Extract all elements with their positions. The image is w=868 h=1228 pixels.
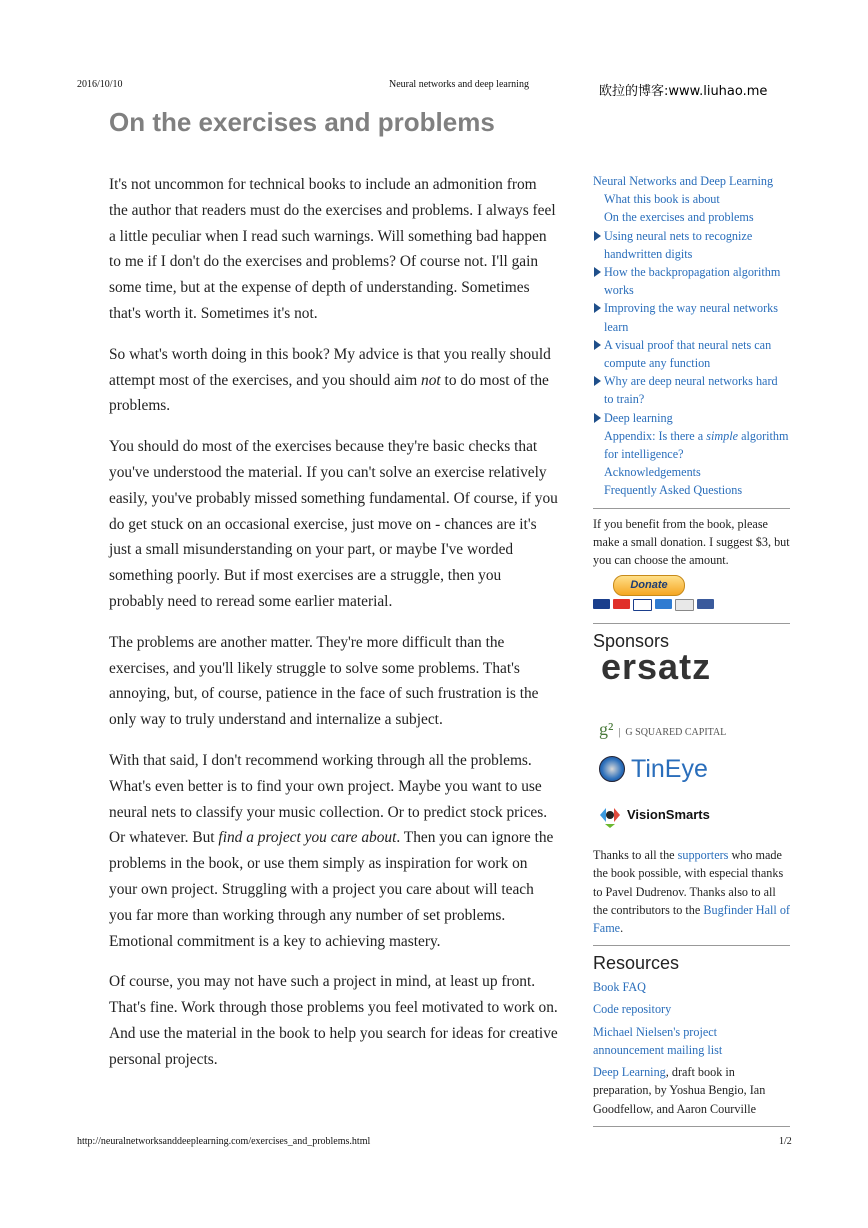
watermark-text: 欧拉的博客:www.liuhao.me — [599, 84, 768, 99]
toc-chapter-3-link[interactable]: Improving the way neural networks learn — [604, 301, 778, 334]
main-content — [109, 172, 559, 1088]
donate-button[interactable]: Donate — [613, 575, 685, 596]
toc-chapter-1-link[interactable]: Using neural nets to recognize handwritten digits — [604, 228, 753, 261]
code-repository-link[interactable]: Code repository — [593, 1002, 672, 1017]
divider — [593, 508, 790, 509]
paragraph: The problems are another matter. They're more difficult than the exercises, and you'll likely struggle to solve some problems. That's annoying, but, of course, patience in the face of such frustration is the only way to truly understand and internalize a subject. — [109, 633, 539, 729]
tineye-robot-icon — [599, 756, 625, 782]
toc-chapter-6-link[interactable]: Deep learning — [604, 410, 673, 425]
card-icon — [633, 599, 652, 611]
toc-acknowledgements-link[interactable]: Acknowledgements — [604, 465, 701, 480]
deep-learning-book-link[interactable]: Deep Learning — [593, 1065, 666, 1080]
emphasis: not — [421, 371, 441, 389]
expand-triangle-icon[interactable] — [594, 267, 601, 277]
card-icon — [655, 599, 672, 609]
sponsors-heading: Sponsors — [593, 631, 670, 652]
payment-cards — [593, 599, 714, 611]
divider — [593, 623, 790, 624]
supporters-link[interactable]: supporters — [677, 848, 729, 863]
sponsor-visionsmarts[interactable] — [593, 796, 790, 842]
paragraph: With that said, I don't recommend working through all the problems. What's even better is to find your own project. Maybe you want to use neural nets to classify your music collection. Or to predict stock prices. Or whatever. But find a project you care about. Then you can ignore the problems in the book, or use them simply as inspiration for work on your own project. Struggling with a project you care about will teach you far more than working through any number of set problems. Emotional commitment is a key to achieving mastery. — [109, 751, 554, 950]
sponsor-ersatz[interactable] — [593, 646, 790, 706]
page-number: 1/2 — [779, 1136, 792, 1147]
visionsmarts-logo: VisionSmarts — [597, 802, 710, 828]
divider — [593, 945, 790, 946]
sidebar — [593, 172, 790, 1133]
resources-list — [593, 978, 790, 1117]
paragraph: You should do most of the exercises because they're basic checks that you've understood the material. If you can't solve an exercise relatively easily, you've probably missed something fundamental. Of course, if you do get stuck on an occasional exercise, just move on - chances are it's just a small misunderstanding on your part, or maybe I've worded something poorly. But if most exercises are a struggle, then you probably need to reread some earlier material. — [109, 438, 558, 610]
book-faq-link[interactable]: Book FAQ — [593, 980, 646, 995]
expand-triangle-icon[interactable] — [594, 231, 601, 241]
emphasis: find a project you care about — [218, 829, 397, 847]
toc-appendix-link[interactable]: Appendix: Is there a simple algorithm for intelligence? — [604, 428, 789, 462]
paragraph: So what's worth doing in this book? My advice is that you really should attempt most of the exercises, and you should aim not to do most of the problems. — [109, 345, 551, 415]
g2-logo: g² | G SQUARED CAPITAL — [599, 719, 727, 740]
page-title: On the exercises and problems — [109, 107, 495, 137]
toc-book-link[interactable]: Neural Networks and Deep Learning — [593, 174, 774, 188]
mailing-list-link[interactable]: Michael Nielsen's project announcement mailing list — [593, 1024, 723, 1057]
expand-triangle-icon[interactable] — [594, 413, 601, 423]
toc-chapter-5-link[interactable]: Why are deep neural networks hard to train? — [604, 374, 778, 407]
resources-heading: Resources — [593, 953, 680, 974]
deep-learning-description: , draft book in preparation, by Yoshua Bengio, Ian Goodfellow, and Aaron Courville — [593, 1065, 766, 1116]
toc-exercises-link[interactable]: On the exercises and problems — [604, 210, 754, 225]
tineye-logo: TinEye — [599, 756, 708, 782]
footer-url: http://neuralnetworksanddeeplearning.com/exercises_and_problems.html — [77, 1136, 371, 1147]
card-icon — [675, 599, 694, 611]
expand-triangle-icon[interactable] — [594, 340, 601, 350]
card-icon — [593, 599, 610, 609]
sponsor-g2[interactable] — [593, 706, 790, 750]
toc-faq-link[interactable]: Frequently Asked Questions — [604, 483, 743, 498]
paragraph: It's not uncommon for technical books to include an admonition from the author that readers must do the exercises and problems. I always feel a little peculiar when I read such warnings. Will something bad happen to me if I don't do the exercises and problems? Of course not. I'll gain some time, but at the expense of depth of understanding. Sometimes that's worth it. Sometimes it's not. — [109, 176, 556, 322]
ersatz-logo: ersatz — [601, 646, 712, 688]
divider — [593, 1126, 790, 1127]
toc-chapter-2-link[interactable]: How the backpropagation algorithm works — [604, 265, 781, 298]
paragraph: Of course, you may not have such a project in mind, at least up front. That's fine. Work through those problems you feel motivated to work on. And use the material in the book to help you search for ideas for creative personal projects. — [109, 973, 558, 1068]
visionsmarts-eye-icon — [597, 802, 623, 828]
bugfinder-link[interactable]: Bugfinder Hall of Fame — [593, 902, 790, 936]
card-icon — [697, 599, 714, 609]
donate-widget — [593, 575, 790, 615]
table-of-contents — [593, 172, 790, 500]
expand-triangle-icon[interactable] — [594, 303, 601, 313]
print-title: Neural networks and deep learning — [389, 79, 529, 90]
donation-text: If you benefit from the book, please make a small donation. I suggest $3, but you can choose the amount. — [593, 516, 790, 568]
sponsor-tineye[interactable] — [593, 750, 790, 796]
expand-triangle-icon[interactable] — [594, 376, 601, 386]
toc-chapter-4-link[interactable]: A visual proof that neural nets can compute any function — [604, 337, 772, 371]
toc-what-link[interactable]: What this book is about — [604, 192, 720, 207]
card-icon — [613, 599, 630, 609]
print-date: 2016/10/10 — [77, 79, 123, 90]
thanks-text: Thanks to all the supporters who made the book possible, with especial thanks to Pavel Dudrenov. Thanks also to all the contributors to the Bugfinder Hall of Fame. — [593, 848, 790, 936]
